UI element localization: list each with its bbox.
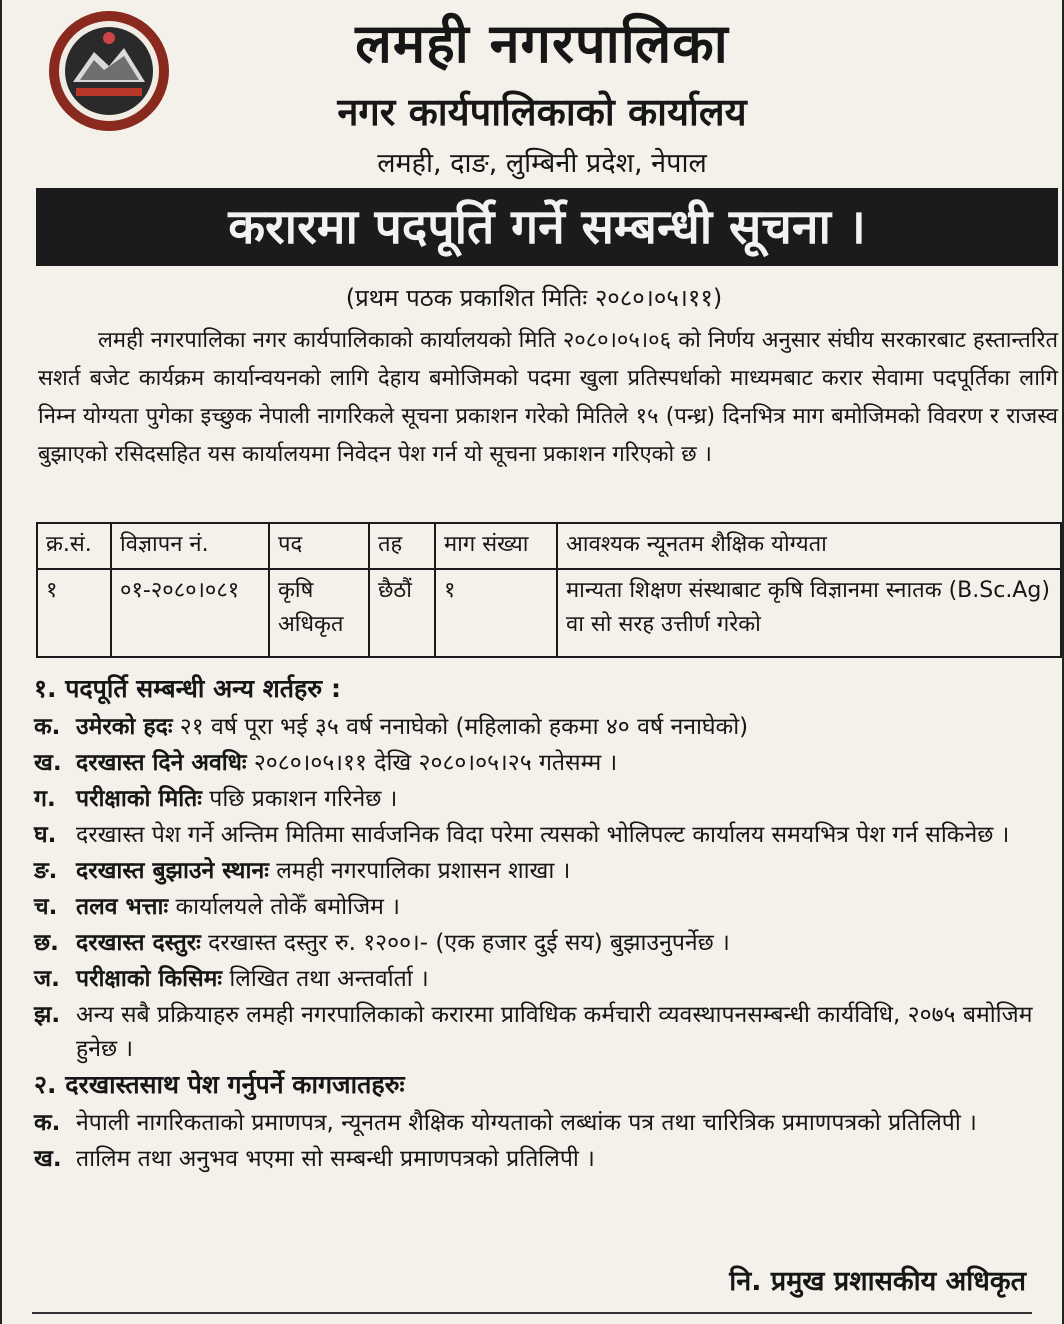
office-name: नगर कार्यपालिकाको कार्यालय: [337, 90, 747, 134]
condition-item: [34, 782, 1058, 816]
document-item: [34, 1142, 1058, 1176]
condition-item: [34, 746, 1058, 780]
condition-mark: झ.: [34, 1002, 61, 1028]
condition-mark: क.: [34, 714, 61, 740]
condition-mark: ख.: [34, 750, 62, 776]
condition-text: पछि प्रकाशन गरिनेछ ।: [209, 786, 398, 812]
cell-qualification: मान्यता शिक्षण संस्थाबाट कृषि विज्ञानमा स्नातक (B.Sc.Ag) वा सो सरह उत्तीर्ण गरेको: [557, 569, 1061, 657]
header-qualification: आवश्यक न्यूनतम शैक्षिक योग्यता: [557, 523, 1061, 569]
condition-label: परीक्षाको मितिः: [76, 786, 202, 812]
condition-item: [34, 998, 1058, 1066]
notice-title: करारमा पदपूर्ति गर्ने सम्बन्धी सूचना ।: [36, 188, 1058, 266]
condition-text: दरखास्त दस्तुर रु. १२००।- (एक हजार दुई सय) बुझाउनुपर्नेछ ।: [208, 930, 730, 956]
condition-text: लमही नगरपालिका प्रशासन शाखा ।: [276, 858, 571, 884]
table-row: [37, 569, 1061, 657]
condition-item: [34, 962, 1058, 996]
intro-paragraph: लमही नगरपालिका नगर कार्यपालिकाको कार्यालयको मिति २०८०।०५।०६ को निर्णय अनुसार संघीय सरकारबाट हस्तान्तरित सशर्त बजेट कार्यक्रम कार्यान्वयनको लागि देहाय बमोजिमको पदमा खुला प्रतिस्पर्धाको माध्यमबाट करार सेवामा पदपूर्तिका लागि निम्न योग्यता पुगेका इच्छुक नेपाली नागरिकले सूचना प्रकाशन गरेको मितिले १५ (पन्ध्र) दिनभित्र माग बमोजिमको विवरण र राजस्व बुझाएको रसिदसहित यस कार्यालयमा निवेदन पेश गर्न यो सूचना प्रकाशन गरिएको छ ।: [38, 328, 1058, 467]
publication-date: (प्रथम पठक प्रकाशित मितिः २०८०।०५।११): [345, 284, 723, 312]
condition-item: [34, 854, 1058, 888]
cell-advert-no: ०१-२०८०।०८१: [111, 569, 269, 657]
conditions-section: [34, 672, 1058, 1178]
condition-text: दरखास्त पेश गर्ने अन्तिम मितिमा सार्वजनिक विदा परेमा त्यसको भोलिपल्ट कार्यालय समयभित्र पेश गर्न सकिनेछ ।: [76, 822, 1010, 848]
document-item: [34, 1106, 1058, 1140]
cell-demand-count: १: [435, 569, 557, 657]
documents-heading: २. दरखास्तसाथ पेश गर्नुपर्ने कागजातहरुः: [34, 1070, 405, 1099]
cell-serial: १: [37, 569, 111, 657]
bottom-rule: [32, 1312, 1032, 1314]
condition-mark: घ.: [34, 822, 57, 848]
condition-text: २०८०।०५।११ देखि २०८०।०५।२५ गतेसम्म ।: [253, 750, 618, 776]
nepal-government-emblem-icon: [46, 8, 172, 134]
org-name: लमही नगरपालिका: [355, 12, 729, 75]
header-post: पद: [269, 523, 369, 569]
header-level: तह: [369, 523, 435, 569]
condition-mark: ग.: [34, 786, 56, 812]
condition-label: परीक्षाको किसिमः: [76, 966, 223, 992]
document-text: तालिम तथा अनुभव भएमा सो सम्बन्धी प्रमाणपत्रको प्रतिलिपी ।: [76, 1146, 595, 1172]
condition-label: दरखास्त दिने अवधिः: [76, 750, 247, 776]
condition-item: [34, 818, 1058, 852]
condition-label: दरखास्त बुझाउने स्थानः: [76, 858, 269, 884]
header-advert-no: विज्ञापन नं.: [111, 523, 269, 569]
condition-item: [34, 890, 1058, 924]
signature: नि. प्रमुख प्रशासकीय अधिकृत: [729, 1266, 1026, 1297]
condition-label: दरखास्त दस्तुरः: [76, 930, 201, 956]
cell-level: छैठौं: [369, 569, 435, 657]
document-mark: क.: [34, 1110, 61, 1136]
condition-item: [34, 926, 1058, 960]
condition-text: कार्यालयले तोकेँ बमोजिम ।: [175, 894, 400, 920]
condition-mark: ज.: [34, 966, 60, 992]
condition-mark: छ.: [34, 930, 59, 956]
condition-label: तलव भत्ताः: [76, 894, 169, 920]
condition-text: अन्य सबै प्रक्रियाहरु लमही नगरपालिकाको करारमा प्राविधिक कर्मचारी व्यवस्थापनसम्बन्धी कार्यविधि, २०७५ बमोजिम हुनेछ ।: [76, 1002, 1033, 1062]
condition-label: उमेरको हदः: [76, 714, 173, 740]
document-mark: ख.: [34, 1146, 62, 1172]
address: लमही, दाङ, लुम्बिनी प्रदेश, नेपाल: [377, 148, 707, 179]
condition-text: लिखित तथा अन्तर्वार्ता ।: [229, 966, 429, 992]
header-serial: क्र.सं.: [37, 523, 111, 569]
vacancy-table: [36, 522, 1062, 658]
document-text: नेपाली नागरिकताको प्रमाणपत्र, न्यूनतम शैक्षिक योग्यताको लब्धांक पत्र तथा चारित्रिक प्रमाणपत्रको प्रतिलिपी ।: [76, 1110, 977, 1136]
table-header-row: [37, 523, 1061, 569]
cell-post: कृषि अधिकृत: [269, 569, 369, 657]
condition-mark: ङ.: [34, 858, 58, 884]
conditions-heading: १. पदपूर्ति सम्बन्धी अन्य शर्तहरु :: [34, 674, 341, 703]
condition-item: [34, 710, 1058, 744]
condition-mark: च.: [34, 894, 58, 920]
condition-text: २१ वर्ष पूरा भई ३५ वर्ष ननाघेको (महिलाको हकमा ४० वर्ष ननाघेको): [179, 714, 749, 740]
header-demand-count: माग संख्या: [435, 523, 557, 569]
